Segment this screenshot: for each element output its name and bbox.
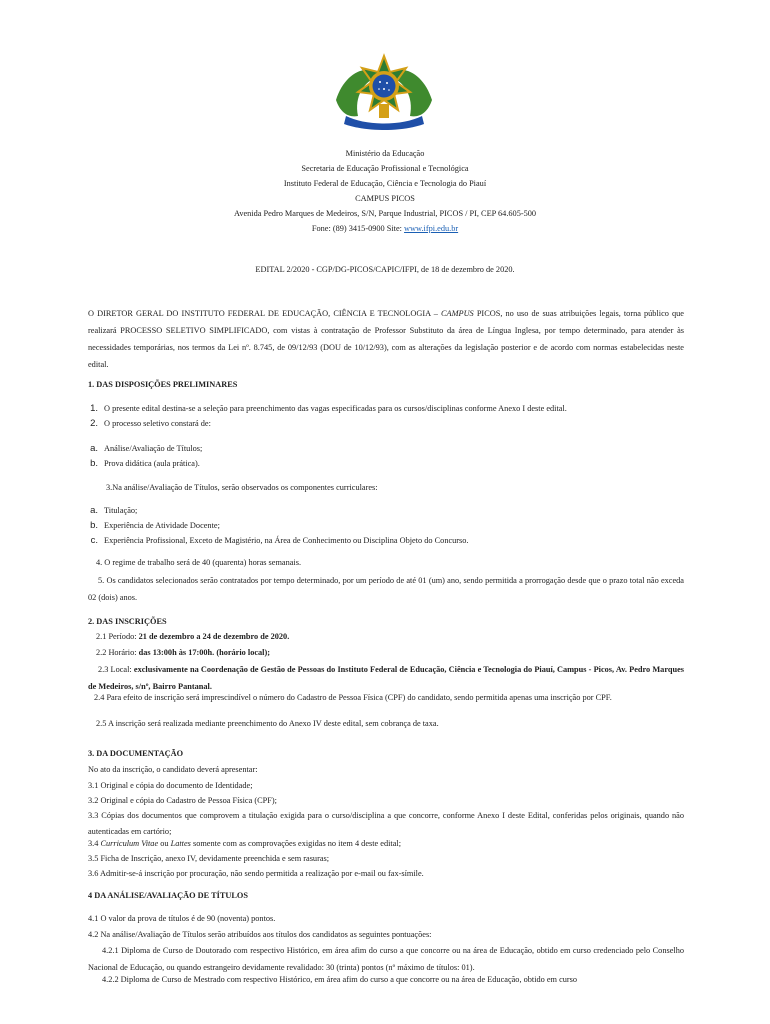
section-4-p2: 4.2 Na análise/Avaliação de Títulos serão atribuídos aos títulos dos candidatos as seguintes pontuações: [88,930,432,939]
section-1-p3: 3.Na análise/Avaliação de Títulos, serão observados os componentes curriculares: [106,483,378,492]
section-3-item-2: 3.2 Original e cópia do Cadastro de Pessoa Física (CPF); [88,796,277,805]
contact-line [0,221,770,236]
section-2-p3: 2.3 Local: exclusivamente na Coordenação de Gestão de Pessoas do Instituto Federal de Educação, Ciência e Tecnologia do Piauí, Campus - Picos, Av. Pedro Marques de Medeiros, s/nº, Bairro Pantanal. [88,665,684,691]
secretariat-line: Secretaria de Educação Profissional e Tecnológica [301,164,469,173]
section-4-p1: 4.1 O valor da prova de títulos é de 90 (noventa) pontos. [88,914,276,923]
section-2-p2: 2.2 Horário: das 13:00h às 17:00h. (horário local); [96,648,271,657]
section-1-p5: 5. Os candidatos selecionados serão contratados por tempo determinado, por um período de até 01 (um) ano, sendo permitida a prorrogação desde que o prazo total não exceda 02 (dois) anos. [88,576,684,602]
list-item: b. Prova didática (aula prática). [90,458,200,469]
list-item: 2. O processo seletivo constará de: [90,418,211,429]
phone-text: Fone: (89) 3415-0900 Site: [311,224,405,233]
list-item: b. Experiência de Atividade Docente; [90,520,220,531]
list-item: c. Experiência Profissional, Exceto de Magistério, na Área de Conhecimento ou Disciplina Objeto do Concurso. [90,535,469,546]
section-2-p1: 2.1 Período: 21 de dezembro a 24 de dezembro de 2020. [96,632,290,641]
site-link[interactable]: www.ifpi.edu.br [404,224,459,233]
list-item: a. Análise/Avaliação de Títulos; [90,443,203,454]
section-3-item-4: 3.4 Curriculum Vitae ou Lattes somente com as comprovações exigidas no item 4 deste edital; [88,839,402,848]
brazil-coat-of-arms-icon [330,52,438,134]
list-item: a. Titulação; [90,505,138,516]
list-item: 1. O presente edital destina-se a seleção para preenchimento das vagas especificadas para os cursos/disciplinas conforme Anexo I deste edital. [90,403,567,414]
intro-paragraph: O DIRETOR GERAL DO INSTITUTO FEDERAL DE EDUCAÇÃO, CIÊNCIA E TECNOLOGIA – CAMPUS PICOS, no uso de suas atribuições legais, torna público que realizará PROCESSO SELETIVO SIMPLIFICADO, com vistas à contratação de Professor Substituto da área de Língua Inglesa, por tempo determinado, para atender às necessidades temporárias, nos termos da Lei nº. 8.745, de 09/12/93 (DOU de 10/12/93), com as alterações da legislação posterior e de acordo com normas estabelecidas neste edital. [88,309,684,369]
section-1-heading: 1. DAS DISPOSIÇÕES PRELIMINARES [88,380,238,389]
edital-title: EDITAL 2/2020 - CGP/DG-PICOS/CAPIC/IFPI, de 18 de dezembro de 2020. [255,265,515,274]
section-1-sublist-2 [80,505,469,550]
section-3-heading: 3. DA DOCUMENTAÇÃO [88,749,184,758]
section-1-list [80,403,567,433]
section-3-item-5: 3.5 Ficha de Inscrição, anexo IV, devidamente preenchida e sem rasuras; [88,854,330,863]
section-3-lead: No ato da inscrição, o candidato deverá apresentar: [88,765,258,774]
section-4-p22: 4.2.2 Diploma de Curso de Mestrado com respectivo Histórico, em área afim do curso a que concorre ou na área de Educação, obtido em curso [102,975,578,984]
institution-header [0,146,770,236]
section-2-p5: 2.5 A inscrição será realizada mediante preenchimento do Anexo IV deste edital, sem cobrança de taxa. [96,719,439,728]
section-2-p4: 2.4 Para efeito de inscrição será imprescindível o número do Cadastro de Pessoa Física (CPF) do candidato, sendo permitida apenas uma inscrição por CPF. [94,693,612,702]
section-3-item-6: 3.6 Admitir-se-á inscrição por procuração, não sendo permitida a realização por e-mail ou fax-símile. [88,869,424,878]
section-3-item-1: 3.1 Original e cópia do documento de Identidade; [88,781,253,790]
campus-line: CAMPUS PICOS [355,194,415,203]
section-3-item-3: 3.3 Cópias dos documentos que comprovem a titulação exigida para o curso/disciplina a que concorre, conforme Anexo I deste Edital, conferidas pelos originais, quando não autenticadas em cartório; [88,811,684,836]
section-4-heading: 4 DA ANÁLISE/AVALIAÇÃO DE TÍTULOS [88,891,248,900]
institute-line: Instituto Federal de Educação, Ciência e Tecnologia do Piauí [283,179,487,188]
section-1-sublist [80,443,202,473]
section-4-p21: 4.2.1 Diploma de Curso de Doutorado com respectivo Histórico, em área afim do curso a que concorre ou na área de Educação, obtido em curso credenciado pelo Conselho Nacional de Educação, ou quando estrangeiro devidamente revalidado: 30 (trinta) pontos (nº máximo de títulos: 01). [88,946,684,972]
address-line: Avenida Pedro Marques de Medeiros, S/N, Parque Industrial, PICOS / PI, CEP 64.605-500 [233,209,537,218]
ministry-line: Ministério da Educação [345,149,425,158]
section-1-p4: 4. O regime de trabalho será de 40 (quarenta) horas semanais. [96,558,302,567]
section-2-heading: 2. DAS INSCRIÇÕES [88,617,167,626]
